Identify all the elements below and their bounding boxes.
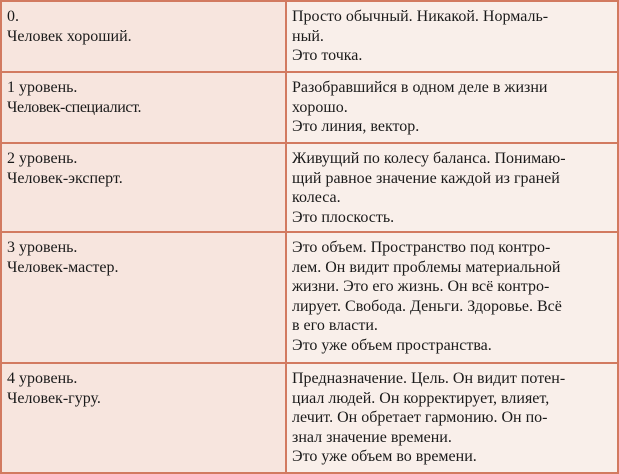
description-line: Это точка. <box>292 47 363 64</box>
description-line: циал людей. Он корректирует, влияет, <box>292 389 550 407</box>
description-line: Предназначение. Цель. Он видит потен- <box>292 370 566 387</box>
description-line: Это уже объем во времени. <box>292 448 477 465</box>
level-cell <box>1 72 286 143</box>
description-cell <box>286 363 618 473</box>
level-cell <box>1 363 286 473</box>
table-row <box>1 232 618 363</box>
description-line: Это линия, вектор. <box>292 118 420 135</box>
description-line: Просто обычный. Никакой. Нормаль- <box>292 8 549 25</box>
level-name: Человек-гуру. <box>7 389 101 407</box>
level-title: 4 уровень. <box>7 370 78 387</box>
level-name: Человек-специалист. <box>7 98 142 116</box>
description-line: знал значение времени. <box>292 428 452 446</box>
level-name: Человек-эксперт. <box>7 169 123 187</box>
level-name: Человек хороший. <box>7 27 132 45</box>
description-line: лем. Он видит проблемы материальной <box>292 258 561 276</box>
description-line: лечит. Он обретает гармонию. Он по- <box>292 409 548 426</box>
description-line: лирует. Свобода. Деньги. Здоровье. Всё <box>292 297 562 315</box>
description-line: Это плоскость. <box>292 208 395 226</box>
level-title: 1 уровень. <box>7 79 78 96</box>
level-title: 0. <box>7 8 19 25</box>
description-line: жизни. Это его жизнь. Он всё контро- <box>292 278 550 295</box>
description-cell <box>286 1 618 72</box>
table-row <box>1 1 618 72</box>
table-row <box>1 143 618 232</box>
level-name: Человек-мастер. <box>7 258 119 276</box>
level-title: 3 уровень. <box>7 239 78 256</box>
table-row <box>1 72 618 143</box>
description-line: в его власти. <box>292 317 378 334</box>
description-cell <box>286 72 618 143</box>
level-cell <box>1 232 286 363</box>
level-cell <box>1 143 286 232</box>
table-row <box>1 363 618 473</box>
description-line: хорошо. <box>292 98 348 116</box>
description-cell <box>286 143 618 232</box>
description-line: Это уже объем пространства. <box>292 336 492 354</box>
description-cell <box>286 232 618 363</box>
description-line: Разобравшийся в одном деле в жизни <box>292 79 548 96</box>
description-line: Живущий по колесу баланса. Понимаю- <box>292 150 566 167</box>
level-title: 2 уровень. <box>7 150 78 167</box>
description-line: колеса. <box>292 189 341 206</box>
description-line: ный. <box>292 27 324 45</box>
description-line: щий равное значение каждой из граней <box>292 169 560 187</box>
level-cell <box>1 1 286 72</box>
description-line: Это объем. Пространство под контро- <box>292 239 551 256</box>
